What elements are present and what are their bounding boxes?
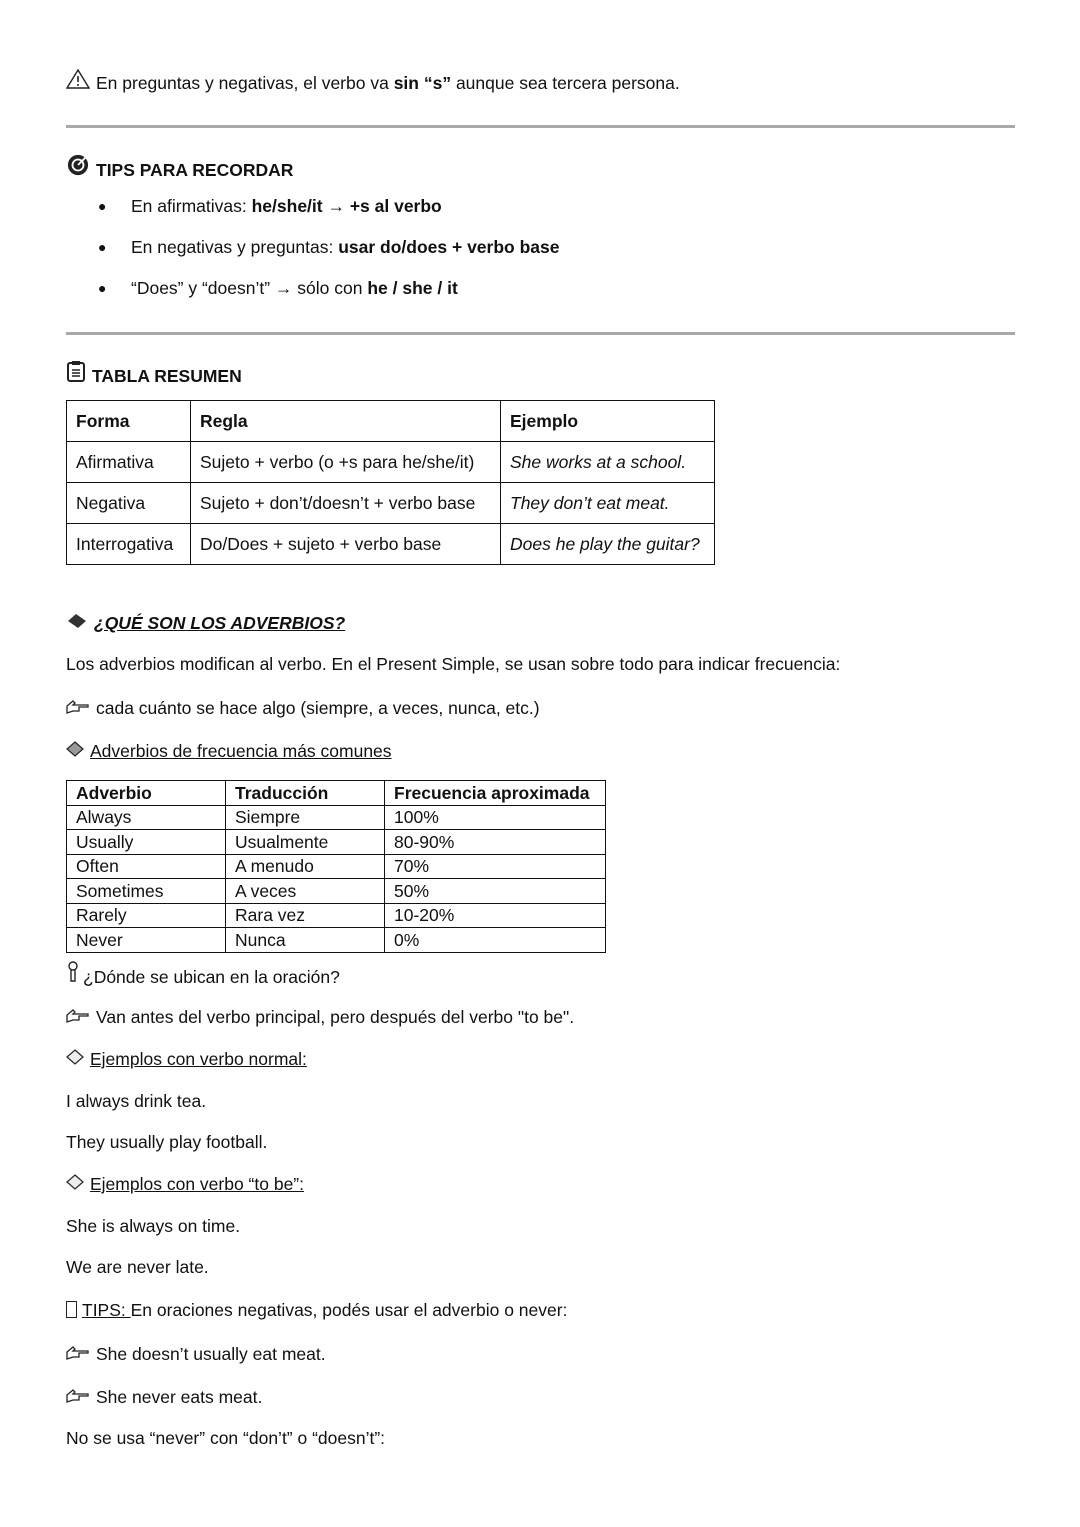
final-note: No se usa “never” con “don’t” o “doesn’t”: [66, 1428, 386, 1448]
list-item-bold: he / she / it [367, 278, 458, 298]
tips-heading [66, 154, 293, 181]
list-item-text: En negativas y preguntas: [131, 237, 339, 257]
table-cell: 50% [385, 879, 606, 904]
table-cell: Usualmente [226, 830, 385, 855]
example-sentence: We are never late. [66, 1257, 209, 1277]
table-header-row [67, 781, 606, 806]
table-header-row [67, 401, 715, 442]
table-cell: Sometimes [67, 879, 226, 904]
table-cell: Rara vez [226, 903, 385, 928]
table-row [67, 524, 715, 565]
header-cell: Adverbio [67, 781, 226, 806]
subtitle-text: Ejemplos con verbo normal: [90, 1049, 307, 1069]
frequency-subtitle [66, 740, 392, 762]
bullet: ● [98, 198, 107, 214]
table-cell: Siempre [226, 805, 385, 830]
where-question-text: ¿Dónde se ubican en la oración? [83, 967, 340, 987]
table-cell: Negativa [67, 483, 191, 524]
normal-examples-title [66, 1048, 307, 1070]
table-cell: Nunca [226, 928, 385, 953]
clipboard-icon [66, 360, 86, 387]
list-item-text: En afirmativas: [131, 196, 252, 216]
table-row [67, 442, 715, 483]
table-cell: Often [67, 854, 226, 879]
table-cell: Afirmativa [67, 442, 191, 483]
pointer-text: Van antes del verbo principal, pero después del verbo "to be". [96, 1007, 575, 1027]
pointing-hand-icon [66, 697, 90, 719]
table-row [67, 903, 606, 928]
pointer-line [66, 1386, 262, 1408]
pointer-line [66, 1343, 326, 1365]
adverbs-table [66, 780, 606, 953]
table-cell: Usually [67, 830, 226, 855]
list-item-text: “Does” y “doesn’t” → sólo con [131, 278, 368, 298]
table-cell: Always [67, 805, 226, 830]
table-cell: Does he play the guitar? [501, 524, 715, 565]
pointer-text: She never eats meat. [96, 1387, 263, 1407]
header-cell: Traducción [226, 781, 385, 806]
diamond-icon [66, 1173, 84, 1195]
table-cell: 0% [385, 928, 606, 953]
table-cell: Interrogativa [67, 524, 191, 565]
summary-title: TABLA RESUMEN [92, 366, 242, 386]
table-cell: 80-90% [385, 830, 606, 855]
pointer-text: cada cuánto se hace algo (siempre, a veces, nunca, etc.) [96, 698, 540, 718]
table-row [67, 483, 715, 524]
summary-heading [66, 360, 242, 387]
example-sentence: They usually play football. [66, 1132, 268, 1152]
adverbs-title: ¿QUÉ SON LOS ADVERBIOS? [94, 613, 346, 633]
pointer-line [66, 1006, 574, 1028]
table-cell: A veces [226, 879, 385, 904]
pointing-hand-icon [66, 1386, 90, 1408]
subtitle-text: Ejemplos con verbo “to be”: [90, 1174, 304, 1194]
list-item-bold: usar do/does + verbo base [338, 237, 560, 257]
table-cell: Never [67, 928, 226, 953]
tips-note [66, 1299, 567, 1321]
warning-note [66, 69, 680, 94]
header-cell: Forma [67, 401, 191, 442]
table-cell: A menudo [226, 854, 385, 879]
table-row [67, 830, 606, 855]
table-row [67, 805, 606, 830]
tips-label-text: TIPS: [82, 1300, 131, 1320]
list-item [131, 277, 458, 299]
pointer-line [66, 697, 540, 719]
table-cell: 10-20% [385, 903, 606, 928]
table-cell: They don’t eat meat. [501, 483, 715, 524]
warning-text: En preguntas y negativas, el verbo va [96, 73, 394, 93]
table-cell: Do/Does + sujeto + verbo base [191, 524, 501, 565]
divider [66, 332, 1015, 335]
list-item-bold: he/she/it → +s al verbo [251, 196, 442, 216]
adverbs-intro: Los adverbios modifican al verbo. En el Present Simple, se usan sobre todo para indicar frecuencia: [66, 654, 841, 674]
table-cell: Sujeto + verbo (o +s para he/she/it) [191, 442, 501, 483]
subtitle-text: Adverbios de frecuencia más comunes [90, 741, 392, 761]
pointing-hand-icon [66, 1343, 90, 1365]
divider [66, 125, 1015, 128]
example-sentence: I always drink tea. [66, 1091, 207, 1111]
bullet: ● [98, 239, 107, 255]
ticket-icon [66, 612, 88, 634]
diamond-icon [66, 1048, 84, 1070]
table-row [67, 928, 606, 953]
warning-text-end: aunque sea tercera persona. [451, 73, 680, 93]
where-question [66, 961, 340, 988]
summary-table [66, 400, 715, 565]
table-cell: Sujeto + don’t/doesn’t + verbo base [191, 483, 501, 524]
header-cell: Ejemplo [501, 401, 715, 442]
table-row [67, 879, 606, 904]
table-cell: She works at a school. [501, 442, 715, 483]
table-row [67, 854, 606, 879]
diamond-icon [66, 740, 84, 762]
adverbs-heading [66, 612, 345, 634]
target-icon [66, 154, 90, 181]
warning-icon [66, 69, 90, 94]
missing-glyph-icon [66, 1301, 77, 1318]
header-cell: Frecuencia aproximada [385, 781, 606, 806]
table-cell: 100% [385, 805, 606, 830]
example-sentence: She is always on time. [66, 1216, 241, 1236]
table-cell: 70% [385, 854, 606, 879]
tips-title: TIPS PARA RECORDAR [96, 160, 294, 180]
warning-bold: sin “s” [393, 73, 452, 93]
header-cell: Regla [191, 401, 501, 442]
tobe-examples-title [66, 1173, 304, 1195]
pointing-hand-icon [66, 1006, 90, 1028]
list-item [131, 236, 559, 258]
key-icon [66, 961, 80, 988]
tips-text: En oraciones negativas, podés usar el adverbio o never: [130, 1300, 568, 1320]
tips-label [66, 1300, 131, 1320]
pointer-text: She doesn’t usually eat meat. [96, 1344, 326, 1364]
table-cell: Rarely [67, 903, 226, 928]
bullet: ● [98, 280, 107, 296]
list-item [131, 195, 442, 217]
